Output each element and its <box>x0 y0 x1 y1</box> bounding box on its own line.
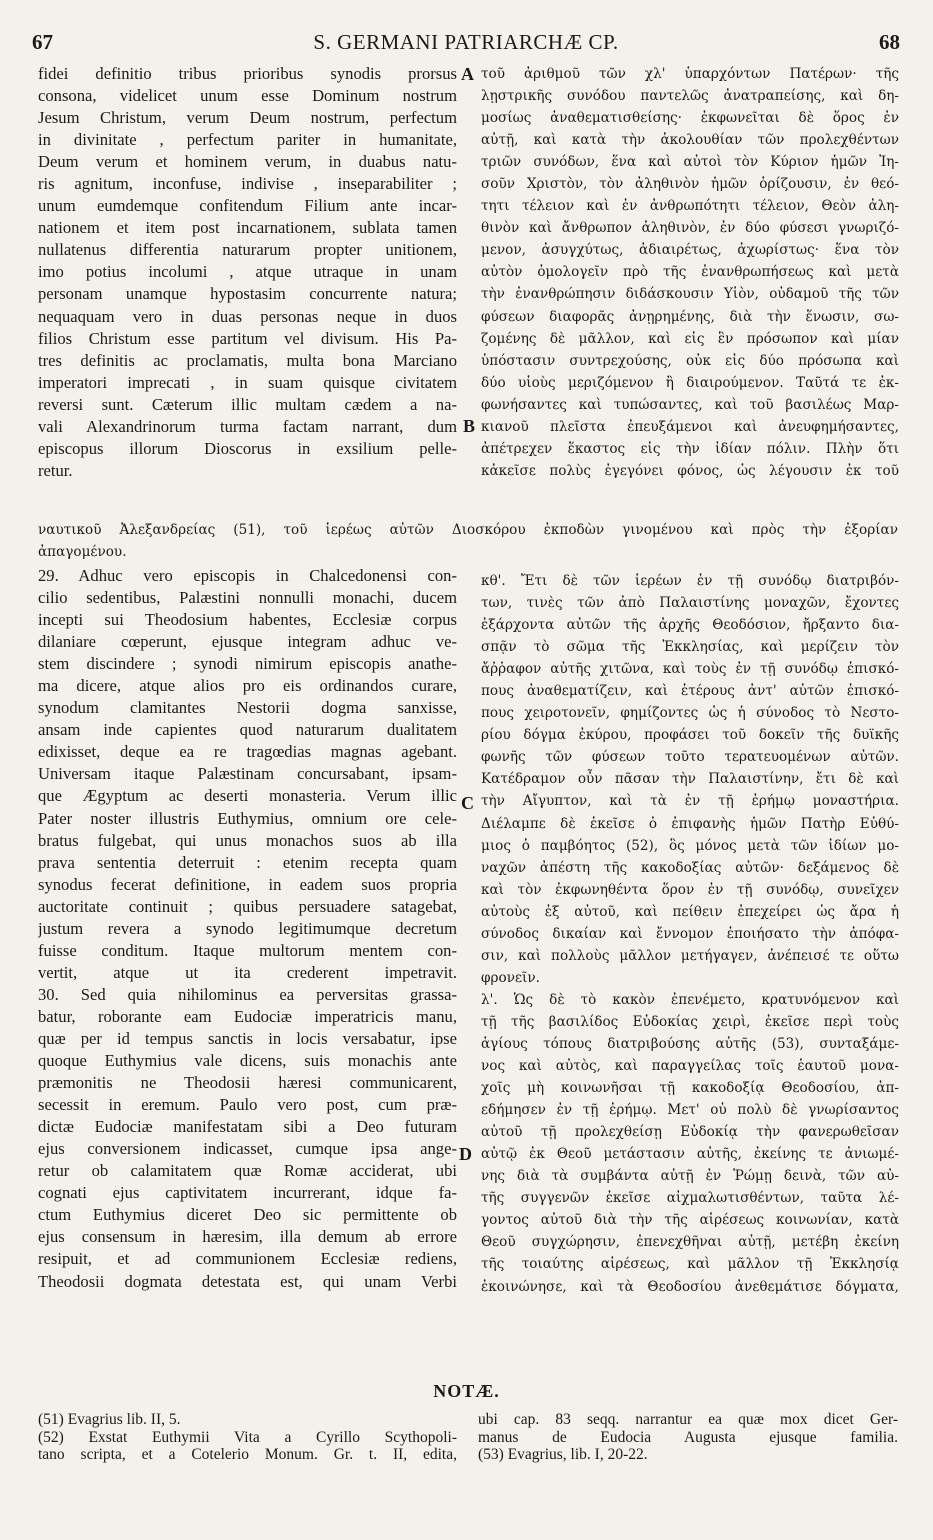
greek-text-line: των, τινὲς τῶν ἀπὸ Παλαιστίνης μοναχῶν, ἔχοντες <box>481 595 899 612</box>
greek-text-line: ἄῤῥαφον αὐτῆς χιτῶνα, καὶ τοὺς ἐν τῇ συνόδῳ ἐπισκό- <box>481 661 899 678</box>
greek-text-line: τριῶν συνόδων, ἕνα καὶ αὐτοὶ τὸν Κύριον ἡμῶν Ἰη- <box>481 154 899 171</box>
latin-text-line: ma dicere, atque alios pro eis ordinandos curare, <box>38 676 457 696</box>
latin-text-line: justum revera a synodo legitimumque decretum <box>38 918 457 938</box>
latin-text-line: episcopus illorum Dioscorus in exsilium pelle- <box>38 438 457 458</box>
margin-marker-a: A <box>461 64 474 84</box>
latin-text-line: stem discindere ; synodi nimirum episcopis anathe- <box>38 654 457 674</box>
greek-text-line: νης διὰ τὰ συμβάντα αὐτῇ ἐν Ῥώμῃ δεινὰ, τῶν αὐ- <box>481 1168 899 1185</box>
latin-text-line: ansam inde capientes quod naturarum dualitatem <box>38 720 457 740</box>
latin-text-line: personam unamque hypostasim concurrente natura; <box>38 284 457 304</box>
greek-text-line: ἐκοινώνησε, καὶ τὰ Θεοδοσίου ἀνεθεμάτισε δόγματα, <box>481 1278 899 1295</box>
note-line: (51) Evagrius lib. II, 5. <box>38 1411 181 1428</box>
page-header <box>32 30 900 64</box>
greek-text-line: λ'. Ὡς δὲ τὸ κακὸν ἐπενέμετο, κρατυνόμενον καὶ <box>481 991 899 1008</box>
greek-text-line: τῆς συγγενῶν ἐκεῖσε αἰχμαλωτισθέντων, ταῦτα λέ- <box>481 1190 899 1207</box>
greek-span-line: ἀπαγομένου. <box>38 544 127 560</box>
note-line: (52) Exstat Euthymii Vita a Cyrillo Scythopoli- <box>38 1428 457 1446</box>
page-number-left: 67 <box>32 30 53 54</box>
latin-text-line: synodus fecerat definitione, in eadem suos propria <box>38 874 457 894</box>
latin-text-line: ejus consensum in hæresim, illa demum ab errore <box>38 1227 457 1247</box>
greek-text-line: φωνήσαντες καὶ τυπώσαντες, καὶ τοῦ βασιλέως Μαρ- <box>481 396 899 413</box>
latin-text-line: unum eumdemque confitendum Filium ante incar- <box>38 196 457 216</box>
latin-text-line: imo potius incolumi , atque utraque in unam <box>38 262 457 282</box>
latin-text-line: filios Christum esse partitum vel divisum. His Pa- <box>38 328 457 348</box>
latin-text-line: reversi sunt. Cæterum illic multam cædem a na- <box>38 394 457 414</box>
latin-text-line: quoque Euthymius vale dicens, suis monachis ante <box>38 1051 457 1071</box>
latin-text-line: bratus fulgebat, qui unus monachos suos ab illa <box>38 830 457 850</box>
greek-text-line: αὐτοῦ τῇ προλεχθείσῃ Εὐδοκίᾳ τὴν φανερωθεῖσαν <box>481 1124 899 1141</box>
latin-text-line: ris agnitum, inconfuse, indivise , inseparabiliter ; <box>38 174 457 194</box>
greek-span-line: ναυτικοῦ Ἀλεξανδρείας (51), τοῦ ἱερέως αὐτῶν Διοσκόρου ἐκποδὼν γινομένου καὶ πρὸς τὴν ἐξορίαν <box>38 522 898 538</box>
greek-text-line: μιος ὁ παμβόητος (52), ὃς μόνος μετὰ τῶν ἰδίων μο- <box>481 837 899 854</box>
greek-text-line: κθ'. Ἔτι δὲ τῶν ἱερέων ἐν τῇ συνόδῳ διατριβόν- <box>481 573 899 589</box>
greek-text-line: ζομένης δὲ μᾶλλον, καὶ εἰς ἓν πρόσωπον καὶ μίαν <box>481 330 899 347</box>
latin-text-line: dilaniare cœperunt, ejusque integram adhuc ve- <box>38 632 457 652</box>
note-line: manus de Eudocia Augusta ejusque familia. <box>478 1428 898 1446</box>
latin-text-line: fuisse conditum. Itaque multorum mentem con- <box>38 940 457 960</box>
greek-text-line: τοῦ ἀριθμοῦ τῶν χλ' ὑπαρχόντων Πατέρων· τῆς <box>481 66 899 82</box>
latin-text-line: ejus conversionem indicasset, cumque ipsa ange- <box>38 1139 457 1159</box>
latin-column-top <box>38 63 457 482</box>
latin-text-line: edixisset, deque ea re tragœdias magnas agebant. <box>38 742 457 762</box>
running-title: S. GERMANI PATRIARCHÆ CP. <box>313 30 619 54</box>
greek-text-line: κιανοῦ πλεῖστα ἐπευξάμενοι καὶ ἀνευφημήσαντες, <box>481 418 899 435</box>
greek-text-line: μοσίως ἀναθεματισθείσης· ἐκφωνεῖται δὲ ὅρος ἐν <box>481 110 899 127</box>
latin-text-line: cognati ejus captivitatem incurrerant, idque fa- <box>38 1183 457 1203</box>
latin-text-line: ctum Euthymius diceret Deo sic permittente ob <box>38 1205 457 1225</box>
latin-text-line: Pater noster illustris Euthymius, omnium ore cele- <box>38 808 457 828</box>
latin-text-line: nationem et item post incarnationem, sublata tamen <box>38 218 457 238</box>
latin-text-line: 30. Sed quia nihilominus ea perversitas grassa- <box>38 984 457 1004</box>
greek-text-line: αὐτῇ, καὶ κατὰ τὴν ἀκολουθίαν τῶν προλεχθέντων <box>481 132 899 149</box>
greek-text-line: τῆς τοιαύτης αἱρέσεως, καὶ μᾶλλον τῇ Ἐκκλησίᾳ <box>481 1256 899 1273</box>
notes-heading: NOTÆ. <box>433 1381 500 1401</box>
note-line: tano scripta, et a Cotelerio Monum. Gr. t. II, edita, <box>38 1446 457 1464</box>
greek-text-line: ἁγίους τόπους διατριβούσης αὐτῆς (53), συνταξάμε- <box>481 1035 899 1052</box>
latin-text-line: præmonitis ne Theodosii hæresi communicarent, <box>38 1073 457 1093</box>
greek-text-line: γοντος αὐτοῦ διὰ τὴν τῆς αἱρέσεως κοινωνίαν, κατὰ <box>481 1212 899 1229</box>
greek-text-line: κἀκεῖσε πολὺς ἐγεγόνει φόνος, ὡς λέγουσιν ἐκ τοῦ <box>481 462 899 479</box>
latin-text-line: vertit, atque ut ita crederent impetravit. <box>38 962 457 982</box>
note-line: ubi cap. 83 seqq. narrantur ea quæ mox dicet Ger- <box>478 1411 898 1428</box>
greek-text-line: ἀπέτρεχεν ἕκαστος εἰς τὴν ἰδίαν πόλιν. Πλὴν ὅτι <box>481 440 899 457</box>
latin-text-line: fidei definitio tribus prioribus synodis prorsus <box>38 64 457 83</box>
greek-column-top <box>481 63 899 482</box>
latin-text-line: in divinitate , perfectum pariter in humanitate, <box>38 130 457 150</box>
greek-text-line: πους ἀναθεματίζειν, καὶ ἑτέρους ἀντ' αὐτῶν ἐπισκό- <box>481 683 899 700</box>
greek-text-line: ἐξάρχοντα αὐτῶν τῆς ἀρχῆς Θεοδόσιον, ἤρξαντο δια- <box>481 617 899 634</box>
greek-column-main <box>481 570 899 1298</box>
greek-text-line: χοῖς μὴ κοινωνῆσαι τῇ κακοδοξίᾳ Θεοδοσίου, ἀπ- <box>481 1080 899 1097</box>
latin-text-line: auctoritate continuit ; quibus persuadere satagebat, <box>38 896 457 916</box>
greek-text-line: Κατέδραμον οὖν πᾶσαν τὴν Παλαιστίνην, ἔτι δὲ καὶ <box>481 771 899 788</box>
greek-text-line: ὑπόστασιν συντρεχούσης, οὐκ εἰς δύο πρόσωπα καὶ <box>481 352 899 369</box>
latin-text-line: consona, videlicet unum esse Dominum nostrum <box>38 86 457 106</box>
greek-text-line: τὴν ἐνανθρώπησιν διδάσκουσιν Υἱὸν, οὐδαμοῦ τῆς τῶν <box>481 286 899 303</box>
margin-marker-b: B <box>463 416 476 436</box>
margin-marker-c: C <box>461 793 474 813</box>
note-line: (53) Evagrius, lib. I, 20-22. <box>478 1446 648 1464</box>
greek-text-line: αὐτοὺς ἐξ αὐτοῦ, καὶ πείθειν ἐπεχείρει ὡς ἄρα ἡ <box>481 903 899 920</box>
greek-text-line: ρίου δόγμα ἐκύρου, προφάσει τοῦ δοκεῖν τῆς δυϊκῆς <box>481 727 899 744</box>
greek-text-line: τὴν Αἴγυπτον, καὶ τὰ ἐν τῇ ἐρήμῳ μοναστήρια. <box>481 793 899 810</box>
full-width-greek-span <box>38 519 898 563</box>
greek-text-line: λῃστρικῆς συνόδου παντελῶς ἀνατραπείσης, καὶ δη- <box>481 88 899 105</box>
greek-text-line: καὶ τὸν ἐκφωνηθέντα ὅρον ἐν τῇ συνόδῳ, συνεῖχεν <box>481 881 899 898</box>
latin-text-line: Universam itaque Palæstinam concursabant, ipsam- <box>38 764 457 784</box>
latin-text-line: nequaquam vero in duas personas neque in duos <box>38 306 457 326</box>
greek-text-line: φωνῆς τῶν φύσεων τοῦτο τερατευομένων αὐτῶν. <box>481 749 899 766</box>
notes-left-column <box>38 1411 457 1464</box>
latin-text-line: secessit in eremum. Paulo vero post, cum præ- <box>38 1095 457 1115</box>
greek-text-line: νος καὶ αὐτὸς, καὶ παραγγείλας τοῖς ἑαυτοῦ μονα- <box>481 1058 899 1075</box>
latin-text-line: 29. Adhuc vero episcopis in Chalcedonensi con- <box>38 566 457 585</box>
greek-text-line: εδήμησεν ἐν τῇ ἐρήμῳ. Μετ' οὐ πολὺ δὲ γνωρίσαντος <box>481 1102 899 1119</box>
latin-text-line: retur ob calamitatem quæ Romæ acciderat, ubi <box>38 1161 457 1181</box>
greek-text-line: θινὸν καὶ ἄνθρωπον ἀληθινὸν, ἐν δύο φύσεσι γνωριζό- <box>481 220 899 237</box>
notes-right-column <box>478 1411 898 1464</box>
greek-text-line: σύνοδος δικαίαν καὶ ἔννομον ἐποιήσατο τὴν ἀπόφα- <box>481 925 899 942</box>
greek-text-line: σιν, καὶ πολλοὺς μᾶλλον μετήγαγεν, ἀνέπεισέ τε οὕτω <box>481 947 899 964</box>
latin-text-line: imperatori imprecati , in suam quisque civitatem <box>38 372 457 392</box>
latin-text-line: quæ per id tempus sanctis in locis versabatur, ipse <box>38 1028 457 1048</box>
page-number-right: 68 <box>879 30 900 54</box>
greek-text-line: ναχῶν ἀπέστη τῆς κακοδοξίας αὐτῶν· δεξάμενος δὲ <box>481 859 899 876</box>
greek-text-line: φρονεῖν. <box>481 969 540 986</box>
greek-text-line: φύσεων διαφορᾶς ἀνῃρημένης, διὰ τὴν ἕνωσιν, σω- <box>481 308 899 325</box>
greek-text-line: σπᾷν τὸ σῶμα τῆς Ἐκκλησίας, καὶ μερίζειν τὸν <box>481 639 899 656</box>
greek-text-line: μενον, ἀσυγχύτως, ἀδιαιρέτως, ἀχωρίστως· ἕνα τὸν <box>481 242 899 259</box>
latin-text-line: batur, roborante eam Eudociæ imperatricis manu, <box>38 1006 457 1026</box>
greek-text-line: τητι τέλειον καὶ ἐν ἀνθρωπότητι τέλειον, Θεὸν ἀλη- <box>481 198 899 215</box>
latin-text-line: Theodosii dogmata detestata est, qui unam Verbi <box>38 1271 457 1291</box>
latin-text-line: resipuit, et ad communionem Ecclesiæ rediens, <box>38 1249 457 1269</box>
greek-text-line: πους χειροτονεῖν, φημίζοντες ὡς ἡ σύνοδος τὸ Νεστο- <box>481 705 899 722</box>
latin-text-line: dictæ Eudociæ manifestatam sibi a Deo futuram <box>38 1117 457 1137</box>
latin-text-line: cilio sedentibus, Palæstini nonnulli monachi, ducem <box>38 588 457 608</box>
latin-text-line: synodum clamitantes Nestorii dogma sanxisse, <box>38 698 457 718</box>
latin-text-line: prava sententia deterruit : etenim recepta quam <box>38 852 457 872</box>
latin-text-line: nullatenus differentia naturarum propter unitionem, <box>38 240 457 260</box>
latin-text-line: que Ægyptum ac deserti monasteria. Verum illic <box>38 786 457 806</box>
greek-text-line: αὐτὸν ὁμολογεῖν πρὸ τῆς ἐνανθρωπήσεως καὶ μετὰ <box>481 264 899 281</box>
margin-marker-d: D <box>459 1144 472 1164</box>
greek-text-line: σοῦν Χριστὸν, τὸν ἀληθινὸν ἡμῶν ὁρίζουσιν, ἐν θεό- <box>481 176 899 193</box>
greek-text-line: Θεοῦ συγχώρησιν, ἐπενεχθῆναι αὐτῇ, μετέβη ἐκείνη <box>481 1234 899 1251</box>
greek-text-line: δύο υἱοὺς μεριζόμενον ἢ διαιρούμενον. Ταῦτά τε ἐκ- <box>481 374 899 391</box>
latin-text-line: incepti sui Theodosium habentes, Ecclesiæ corpus <box>38 610 457 630</box>
latin-column-main <box>38 565 457 1293</box>
greek-text-line: αὐτῷ ἐκ Θεοῦ μετάστασιν αὐτῆς, ἐκείνης τε ἀνιωμέ- <box>481 1146 899 1163</box>
latin-text-line: tres definitis ac proclamatis, multa bona Marciano <box>38 350 457 370</box>
latin-text-line: Deum verum et hominem verum, in duabus natu- <box>38 152 457 172</box>
latin-text-line: vali Alexandrinorum turma factam narrant, dum <box>38 416 457 436</box>
latin-text-line: Jesum Christum, verum Deum nostrum, perfectum <box>38 108 457 128</box>
latin-text-line: retur. <box>38 460 73 480</box>
greek-text-line: Διέλαμπε δὲ ἐκεῖσε ὁ ἐπιφανὴς ἡμῶν Πατὴρ Εὐθύ- <box>481 815 899 832</box>
greek-text-line: τῇ τῆς βασιλίδος Εὐδοκίας χειρὶ, ἐκεῖσε περὶ τοὺς <box>481 1013 899 1030</box>
